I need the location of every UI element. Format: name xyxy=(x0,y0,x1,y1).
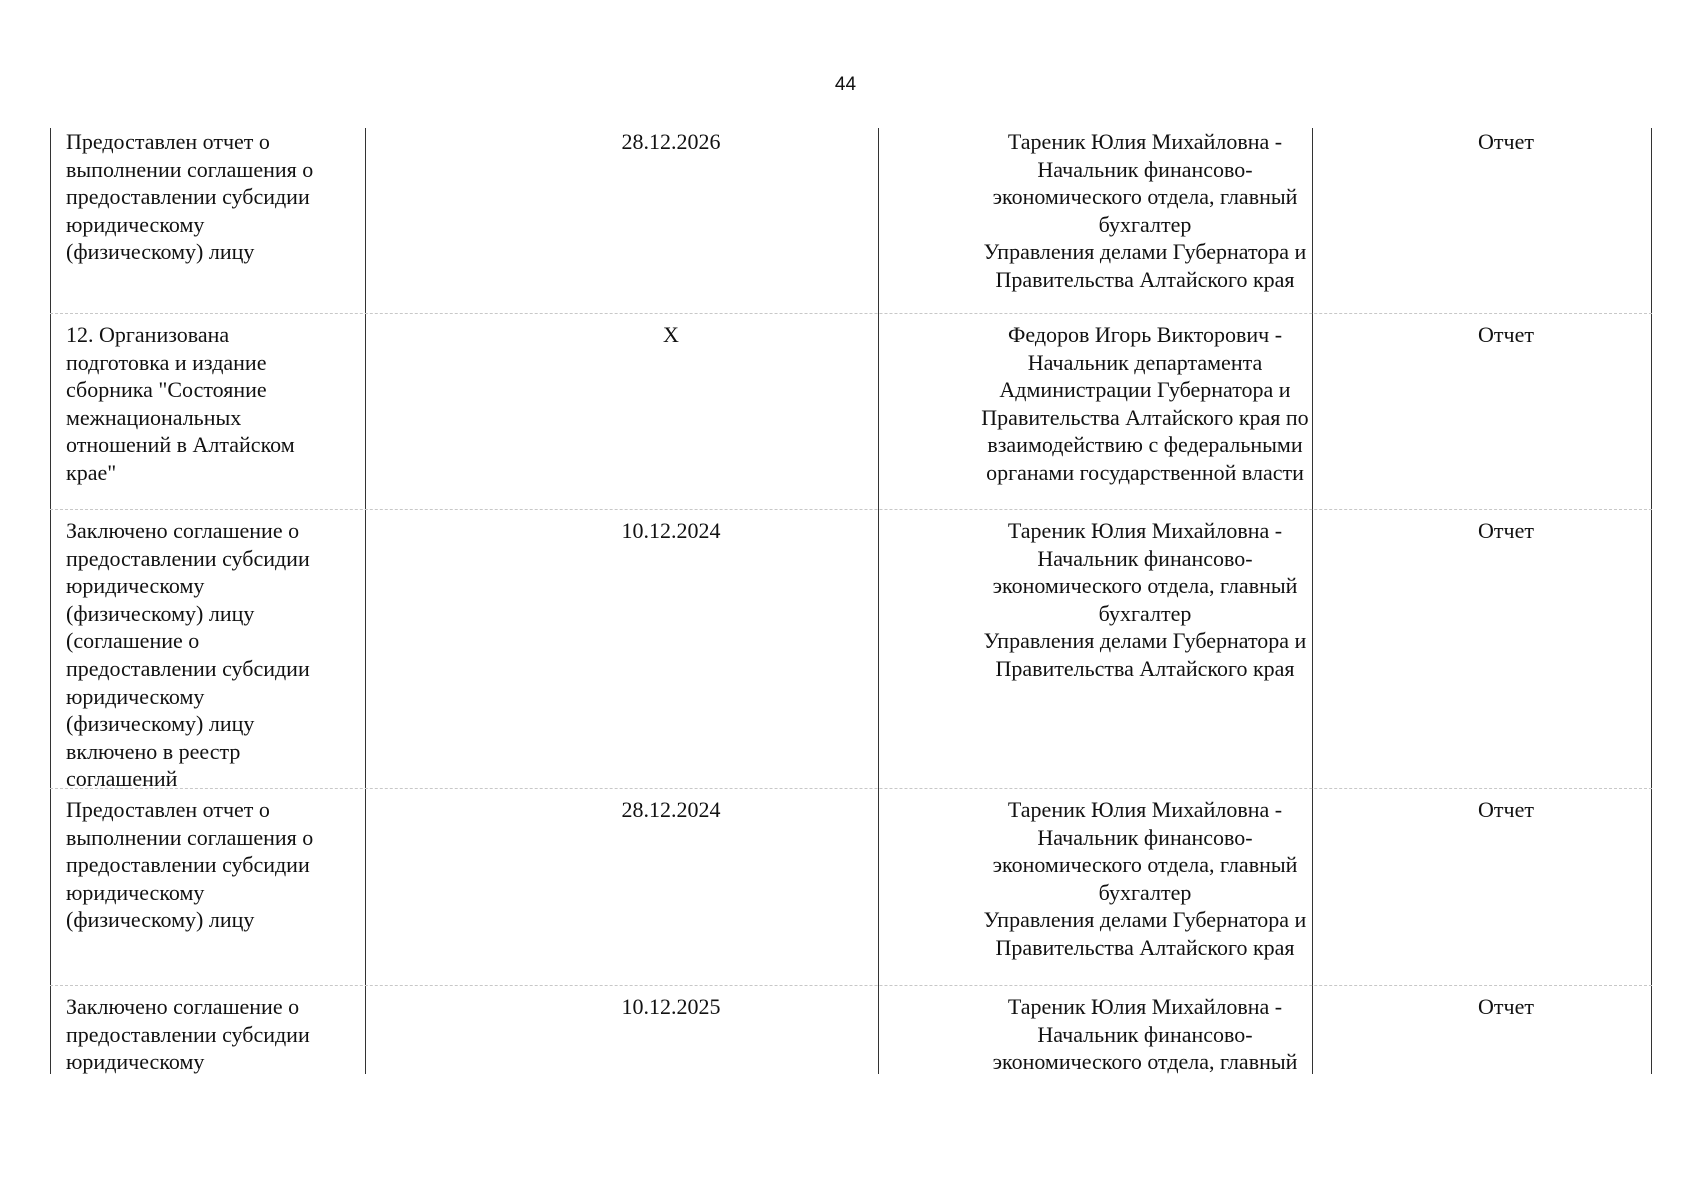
result-cell xyxy=(66,128,356,266)
date-cell: 10.12.2024 xyxy=(621,518,721,543)
result-cell-line: юридическому xyxy=(66,211,205,237)
table-border-left xyxy=(50,128,51,1074)
date-cell: 28.12.2026 xyxy=(621,129,721,154)
responsible-cell-line: Правительства Алтайского края xyxy=(995,266,1295,292)
date-cell: 28.12.2024 xyxy=(621,797,721,822)
result-cell-line: юридическому xyxy=(66,1049,205,1074)
result-cell-line: юридическому xyxy=(66,683,205,709)
responsible-cell-line: Управления делами Губернатора и xyxy=(983,628,1307,654)
result-cell xyxy=(66,993,356,1074)
result-cell-line: (физическому) лицу xyxy=(66,711,255,737)
responsible-cell-line: Тареник Юлия Михайловна - xyxy=(1007,518,1283,543)
responsible-cell-line: Управления делами Губернатора и xyxy=(983,239,1307,265)
row-separator xyxy=(50,985,1652,987)
responsible-cell xyxy=(930,517,1360,683)
responsible-cell-line: Начальник финансово- xyxy=(1037,824,1253,850)
responsible-cell-line: Правительства Алтайского края по xyxy=(981,404,1309,430)
result-cell xyxy=(66,796,356,934)
responsible-cell xyxy=(930,128,1360,294)
document-cell: Отчет xyxy=(1478,797,1534,822)
document-cell: Отчет xyxy=(1478,322,1534,347)
result-cell-line: предоставлении субсидии xyxy=(66,184,310,210)
result-cell-line: крае" xyxy=(66,459,117,485)
responsible-cell-line: Правительства Алтайского края xyxy=(995,934,1295,960)
result-cell-line: юридическому xyxy=(66,573,205,599)
document-cell: Отчет xyxy=(1478,518,1534,543)
result-cell-line: предоставлении субсидии xyxy=(66,1021,310,1047)
measures-table xyxy=(50,128,1652,1074)
responsible-cell-line: бухгалтер xyxy=(1098,600,1192,626)
responsible-cell-line: Правительства Алтайского края xyxy=(995,655,1295,681)
result-cell-line: соглашений xyxy=(66,766,178,792)
responsible-cell-line: экономического отдела, главный xyxy=(992,852,1298,878)
result-cell-line: предоставлении субсидии xyxy=(66,655,310,681)
responsible-cell-line: Начальник департамента xyxy=(1027,349,1263,375)
responsible-cell-line: Тареник Юлия Михайловна - xyxy=(1007,797,1283,822)
responsible-cell-line: взаимодействию с федеральными xyxy=(987,432,1303,458)
responsible-cell-line: органами государственной власти xyxy=(986,459,1304,485)
result-cell-line: Предоставлен отчет о xyxy=(66,129,270,154)
row-separator xyxy=(50,313,1652,315)
result-cell-line: предоставлении субсидии xyxy=(66,545,310,571)
result-cell xyxy=(66,517,356,793)
responsible-cell-line: Администрации Губернатора и xyxy=(999,377,1291,403)
responsible-cell-line: Тареник Юлия Михайловна - xyxy=(1007,129,1283,154)
responsible-cell xyxy=(930,796,1360,962)
responsible-cell-line: Тареник Юлия Михайловна - xyxy=(1007,994,1283,1019)
date-cell: Х xyxy=(663,322,679,347)
result-cell-line: (соглашение о xyxy=(66,628,200,654)
result-cell-line: выполнении соглашения о xyxy=(66,156,314,182)
result-cell-line: включено в реестр xyxy=(66,738,241,764)
result-cell-line: Заключено соглашение о xyxy=(66,518,300,543)
row-separator xyxy=(50,509,1652,511)
responsible-cell-line: бухгалтер xyxy=(1098,211,1192,237)
result-cell-line: сборника "Состояние xyxy=(66,377,267,403)
responsible-cell-line: Управления делами Губернатора и xyxy=(983,907,1307,933)
responsible-cell-line: бухгалтер xyxy=(1098,879,1192,905)
result-cell-line: Заключено соглашение о xyxy=(66,994,300,1019)
result-cell-line: (физическому) лицу xyxy=(66,239,255,265)
column-divider-1 xyxy=(365,128,366,1074)
date-cell: 10.12.2025 xyxy=(621,994,721,1019)
result-cell-line: (физическому) лицу xyxy=(66,907,255,933)
result-cell-line: 12. Организована xyxy=(66,322,230,347)
result-cell-line: Предоставлен отчет о xyxy=(66,797,270,822)
result-cell-line: юридическому xyxy=(66,879,205,905)
responsible-cell-line: экономического отдела, главный xyxy=(992,1049,1298,1074)
result-cell-line: межнациональных xyxy=(66,404,242,430)
result-cell-line: выполнении соглашения о xyxy=(66,824,314,850)
result-cell xyxy=(66,321,356,487)
result-cell-line: предоставлении субсидии xyxy=(66,852,310,878)
responsible-cell-line: Начальник финансово- xyxy=(1037,545,1253,571)
responsible-cell-line: Начальник финансово- xyxy=(1037,1021,1253,1047)
result-cell-line: подготовка и издание xyxy=(66,349,267,375)
result-cell-line: (физическому) лицу xyxy=(66,600,255,626)
responsible-cell-line: экономического отдела, главный xyxy=(992,573,1298,599)
responsible-cell-line: Федоров Игорь Викторович - xyxy=(1007,322,1283,347)
result-cell-line: отношений в Алтайском xyxy=(66,432,295,458)
document-cell: Отчет xyxy=(1478,994,1534,1019)
responsible-cell xyxy=(930,993,1360,1074)
table-border-right xyxy=(1651,128,1652,1074)
column-divider-2 xyxy=(878,128,879,1074)
document-cell: Отчет xyxy=(1478,129,1534,154)
page-number: 44 xyxy=(834,74,857,95)
responsible-cell-line: Начальник финансово- xyxy=(1037,156,1253,182)
responsible-cell-line: экономического отдела, главный xyxy=(992,184,1298,210)
responsible-cell xyxy=(930,321,1360,487)
